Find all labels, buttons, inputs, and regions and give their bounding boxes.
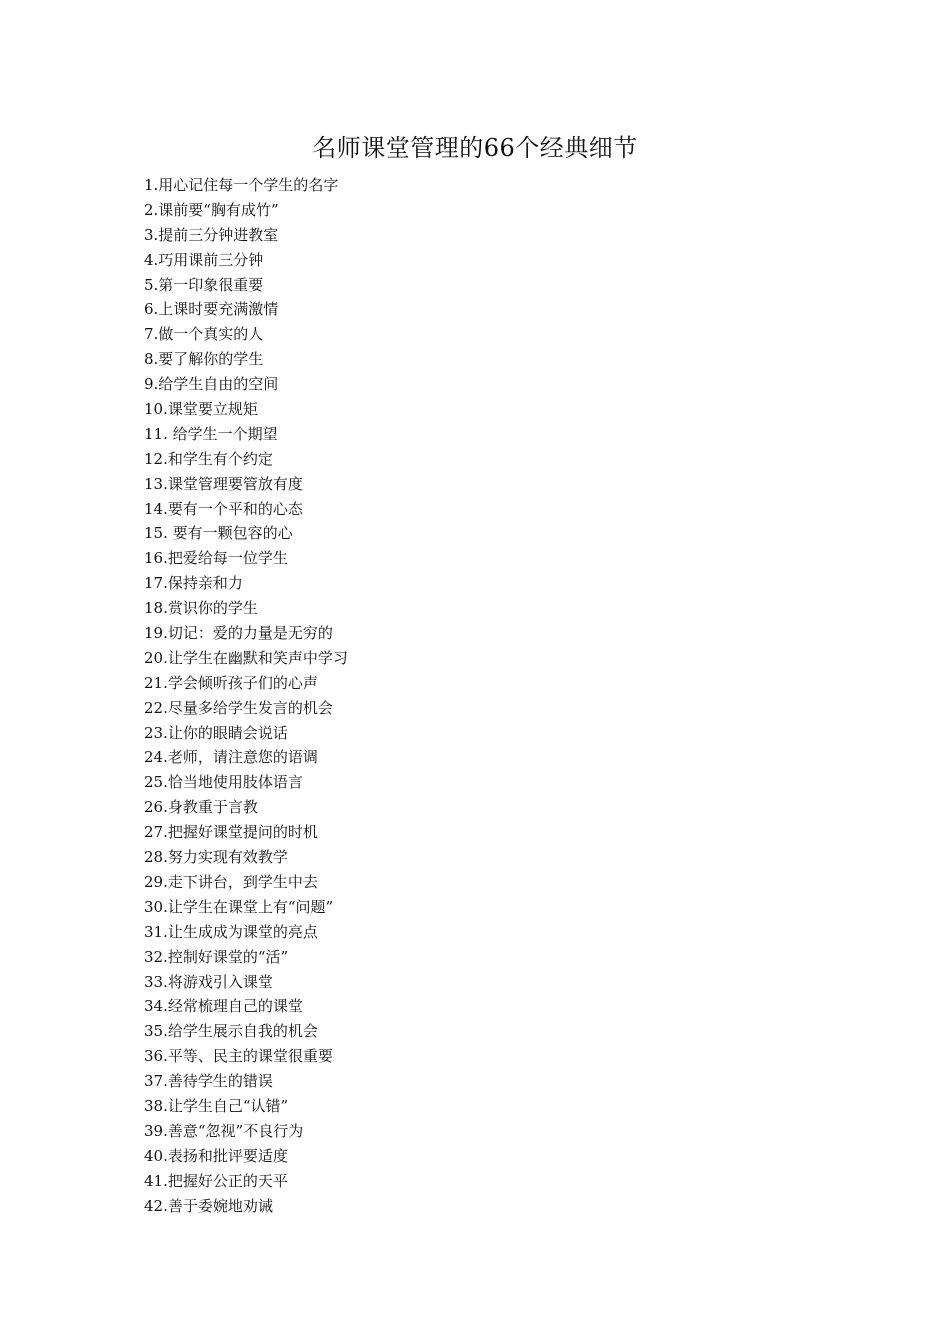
list-item: 8.要了解你的学生 xyxy=(144,350,264,369)
list-item: 22.尽量多给学生发言的机会 xyxy=(144,698,333,717)
list-item: 31.让生成成为课堂的亮点 xyxy=(144,922,318,941)
list-item: 38.让学生自己“认错” xyxy=(144,1096,289,1115)
list-item: 9.给学生自由的空间 xyxy=(144,375,279,394)
list-item: 40.表扬和批评要适度 xyxy=(144,1146,288,1165)
list-item: 29.走下讲台，到学生中去 xyxy=(144,872,318,891)
list-item: 35.给学生展示自我的机会 xyxy=(144,1022,318,1041)
list-item: 16.把爱给每一位学生 xyxy=(144,549,288,568)
list-item: 21.学会倾听孩子们的心声 xyxy=(144,673,318,692)
list-item: 32.控制好课堂的“活” xyxy=(144,947,289,966)
list-item: 41.把握好公正的天平 xyxy=(144,1171,288,1190)
list-item: 4.巧用课前三分钟 xyxy=(144,250,264,269)
detail-list xyxy=(144,173,348,1218)
list-item: 34.经常梳理自己的课堂 xyxy=(144,997,303,1016)
list-item: 18.赏识你的学生 xyxy=(144,599,258,618)
list-item: 20.让学生在幽默和笑声中学习 xyxy=(144,648,348,667)
list-item: 25.恰当地使用肢体语言 xyxy=(144,773,303,792)
list-item: 39.善意“忽视”不良行为 xyxy=(144,1121,304,1140)
list-item: 26.身教重于言教 xyxy=(144,798,258,817)
list-item: 30.让学生在课堂上有“问题” xyxy=(144,897,334,916)
list-item: 19.切记：爱的力量是无穷的 xyxy=(144,624,333,643)
list-item: 28.努力实现有效教学 xyxy=(144,848,288,867)
list-item: 36.平等、民主的课堂很重要 xyxy=(144,1047,333,1066)
list-item: 7.做一个真实的人 xyxy=(144,325,264,344)
document-title: 名师课堂管理的66个经典细节 xyxy=(312,134,638,162)
list-item: 27.把握好课堂提问的时机 xyxy=(144,823,318,842)
list-item: 5.第一印象很重要 xyxy=(144,275,264,294)
list-item: 11. 给学生一个期望 xyxy=(144,424,278,443)
list-item: 2.课前要“胸有成竹” xyxy=(144,200,279,219)
list-item: 10.课堂要立规矩 xyxy=(144,400,258,419)
list-item: 17.保持亲和力 xyxy=(144,574,243,593)
list-item: 6.上课时要充满激情 xyxy=(144,300,279,319)
list-item: 15. 要有一颗包容的心 xyxy=(144,524,293,543)
list-item: 13.课堂管理要管放有度 xyxy=(144,474,303,493)
list-item: 3.提前三分钟进教室 xyxy=(144,225,279,244)
list-item: 24.老师，请注意您的语调 xyxy=(144,748,318,767)
list-item: 23.让你的眼睛会说话 xyxy=(144,723,288,742)
list-item: 14.要有一个平和的心态 xyxy=(144,499,303,518)
list-item: 1.用心记住每一个学生的名字 xyxy=(144,176,339,194)
list-item: 12.和学生有个约定 xyxy=(144,449,273,468)
list-item: 37.善待学生的错误 xyxy=(144,1072,273,1091)
list-item: 42.善于委婉地劝诫 xyxy=(144,1196,273,1215)
list-item: 33.将游戏引入课堂 xyxy=(144,972,273,991)
